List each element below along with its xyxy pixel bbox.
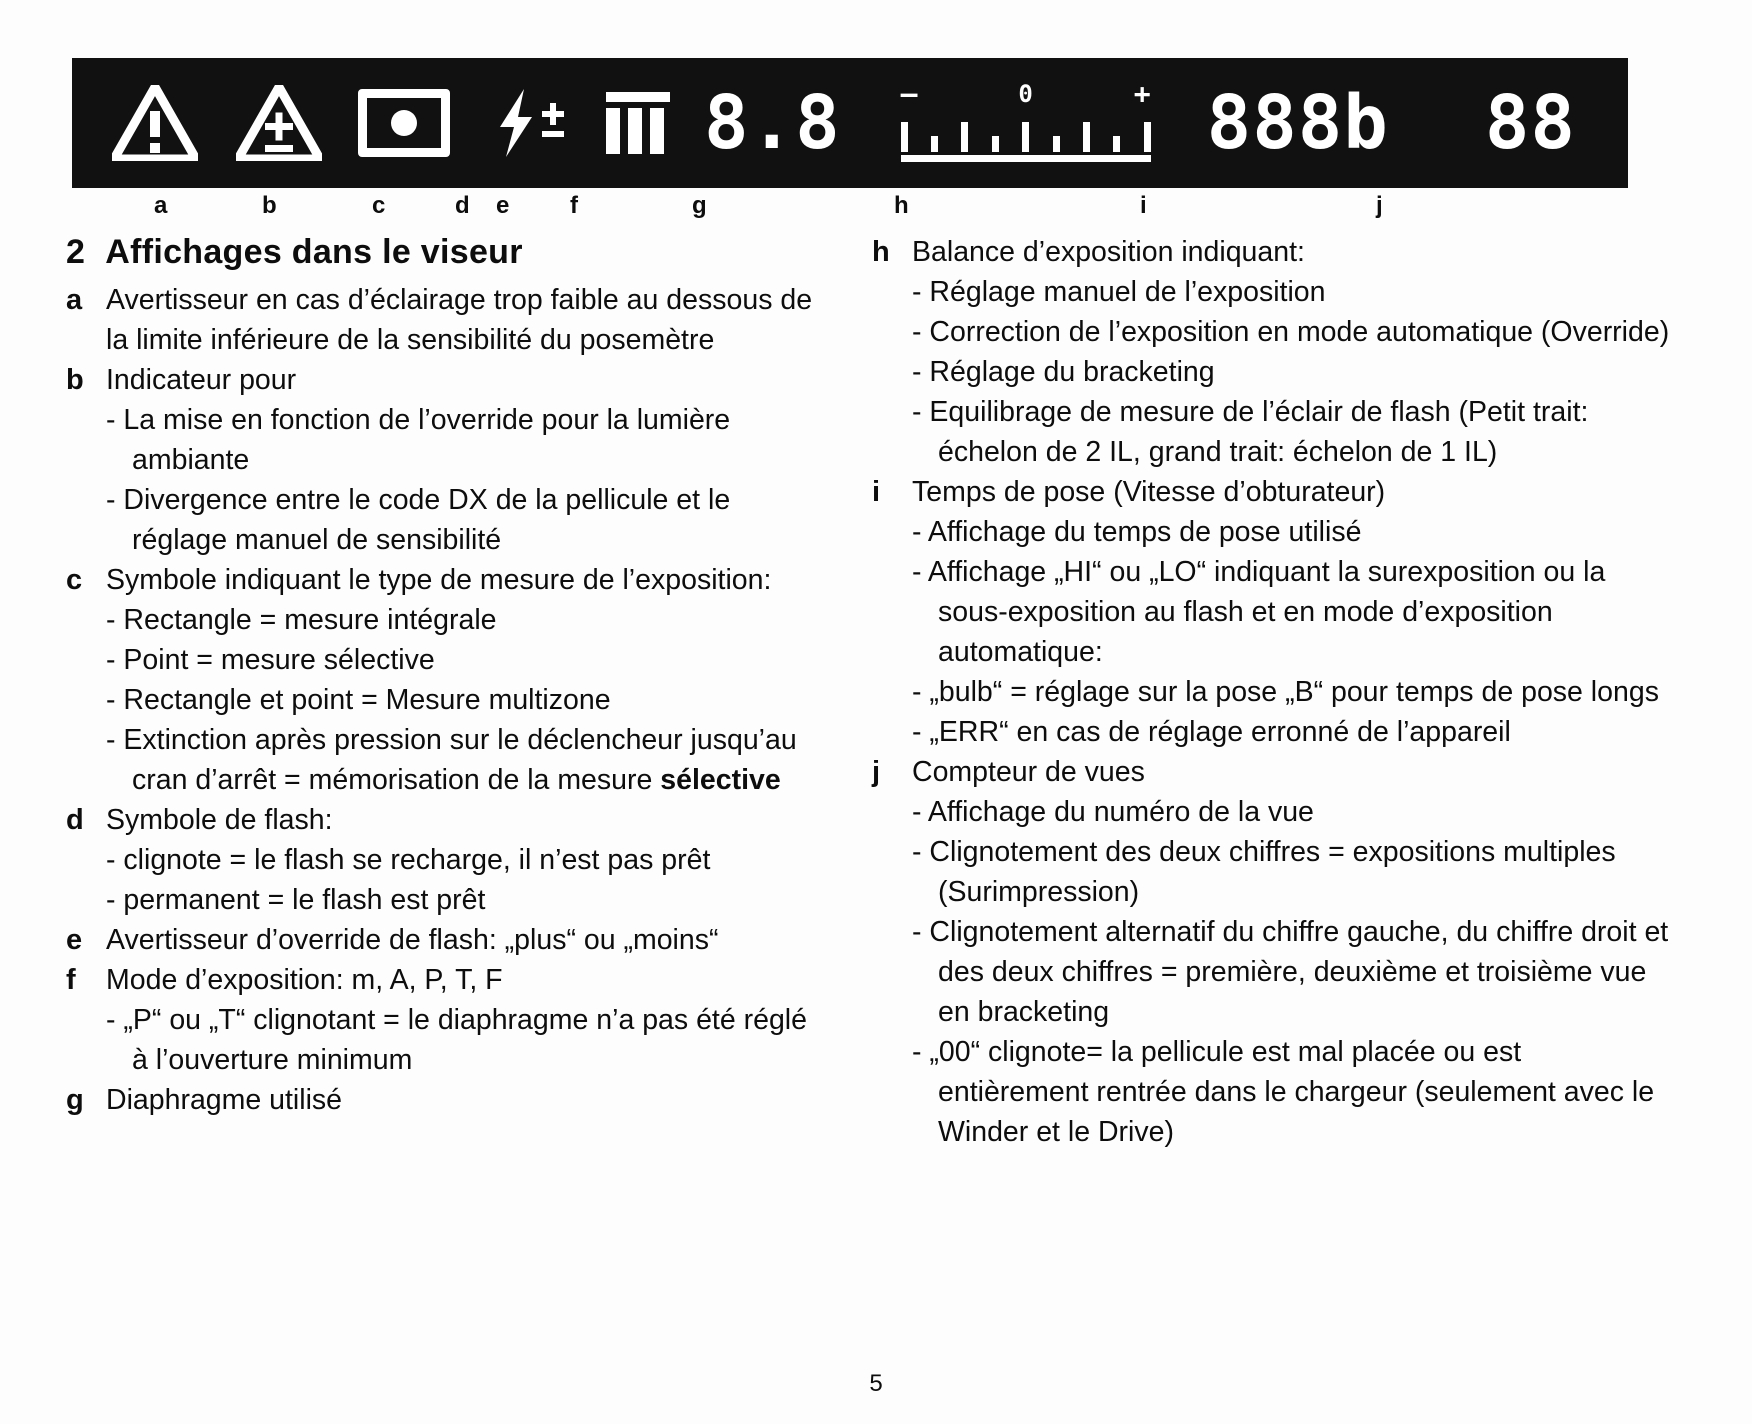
callout-letter-c: c	[372, 192, 386, 219]
entry-h-sub-1: - Réglage manuel de l’exposition	[912, 276, 1326, 308]
balance-plus-label: +	[1133, 77, 1151, 110]
entry-j-sub-1: - Affichage du numéro de la vue	[912, 796, 1314, 828]
list-item	[66, 960, 826, 1080]
metering-dot-icon	[391, 110, 417, 136]
section-number: 2	[66, 233, 86, 271]
entry-c-text: Symbole indiquant le type de mesure de l’exposition:	[106, 564, 772, 596]
entry-e-text: Avertisseur d’override de flash: „plus“ ou „moins“	[106, 924, 719, 956]
callout-letter-f: f	[570, 192, 578, 219]
shutter-speed-value: 888b	[1206, 80, 1389, 166]
callout-letter-d: d	[455, 192, 470, 219]
warning-triangle-plusminus-icon	[236, 85, 322, 161]
aperture-value: 8.8	[704, 80, 841, 166]
entry-d-text: Symbole de flash:	[106, 804, 333, 836]
balance-baseline	[901, 155, 1151, 162]
entry-f-sub-1: - „P“ ou „T“ clignotant = le diaphragme n’a pas été réglé à l’ouverture minimum	[106, 1004, 807, 1076]
page-number: 5	[869, 1370, 883, 1397]
entry-c-sub-3: - Rectangle et point = Mesure multizone	[106, 684, 611, 716]
entry-b-sub-1: - La mise en fonction de l’override pour la lumière ambiante	[106, 404, 731, 476]
callout-letter-e: e	[496, 192, 510, 219]
flash-plusminus-glyph	[540, 98, 566, 149]
entry-j-sub-3: - Clignotement alternatif du chiffre gauche, du chiffre droit et des deux chiffres = première, deuxième et troisième vue en bracketing	[912, 916, 1669, 1028]
callout-letter-b: b	[262, 192, 277, 219]
entry-key-j: j	[872, 756, 881, 788]
callout-letter-a: a	[154, 192, 168, 219]
entry-key-h: h	[872, 236, 890, 268]
entry-j-text: Compteur de vues	[912, 756, 1145, 788]
entry-h-sub-4: - Equilibrage de mesure de l’éclair de flash (Petit trait: échelon de 2 IL, grand trait: échelon de 1 IL)	[912, 396, 1589, 468]
callout-letter-i: i	[1140, 192, 1147, 219]
left-text-column	[66, 232, 826, 1120]
entry-b-text: Indicateur pour	[106, 364, 297, 396]
entry-c-sub-4	[106, 720, 826, 800]
warning-triangle-exclamation-icon	[112, 85, 198, 161]
frame-counter-value: 88	[1484, 80, 1576, 166]
callout-letters	[72, 192, 1628, 224]
entry-key-a: a	[66, 284, 83, 316]
entry-i-sub-4: - „ERR“ en cas de réglage erronné de l’appareil	[912, 716, 1511, 748]
entry-h-sub-2: - Correction de l’exposition en mode automatique (Override)	[912, 316, 1670, 348]
entry-c-sub-1: - Rectangle = mesure intégrale	[106, 604, 497, 636]
entry-c-sub-2: - Point = mesure sélective	[106, 644, 435, 676]
entry-c-sub-4-text: - Extinction après pression sur le déclencheur jusqu’au cran d’arrêt = mémorisation de la mesure	[106, 724, 797, 796]
list-item	[66, 360, 826, 560]
entry-g-text: Diaphragme utilisé	[106, 1084, 343, 1116]
right-text-column	[872, 232, 1672, 1152]
callout-letter-j: j	[1376, 192, 1383, 219]
entry-b-sub-2: - Divergence entre le code DX de la pellicule et le réglage manuel de sensibilité	[106, 484, 731, 556]
list-item	[66, 920, 826, 960]
section-title: Affichages dans le viseur	[105, 233, 523, 271]
entry-i-sub-1: - Affichage du temps de pose utilisé	[912, 516, 1362, 548]
list-item	[66, 800, 826, 920]
entry-j-sub-2: - Clignotement des deux chiffres = expositions multiples (Surimpression)	[912, 836, 1616, 908]
viewfinder-lcd-display	[72, 58, 1628, 188]
list-item	[872, 232, 1672, 472]
entry-a-text: Avertisseur en cas d’éclairage trop faible au dessous de la limite inférieure de la sensibilité du posemètre	[106, 284, 813, 356]
entry-h-sub-3: - Réglage du bracketing	[912, 356, 1215, 388]
list-item	[66, 1080, 826, 1120]
exposure-mode-icon	[600, 88, 676, 158]
entry-f-text: Mode d’exposition: m, A, P, T, F	[106, 964, 503, 996]
entry-key-b: b	[66, 364, 84, 396]
entry-d-sub-1: - clignote = le flash se recharge, il n’est pas prêt	[106, 844, 711, 876]
entry-c-sub-4-emphasis: sélective	[660, 764, 781, 796]
flash-bolt-plusminus-icon	[494, 87, 566, 159]
balance-ticks	[901, 118, 1151, 152]
entry-i-sub-3: - „bulb“ = réglage sur la pose „B“ pour temps de pose longs	[912, 676, 1659, 708]
entry-i-sub-2: - Affichage „HI“ ou „LO“ indiquant la surexposition ou la sous-exposition au flash et en mode d’exposition automatique:	[912, 556, 1606, 668]
entry-key-e: e	[66, 924, 83, 956]
entry-key-f: f	[66, 964, 76, 996]
entry-key-d: d	[66, 804, 84, 836]
entry-i-text: Temps de pose (Vitesse d’obturateur)	[912, 476, 1386, 508]
entry-key-c: c	[66, 564, 83, 596]
callout-letter-g: g	[692, 192, 707, 219]
page-title	[66, 232, 826, 272]
callout-letter-h: h	[894, 192, 909, 219]
balance-minus-label: –	[900, 77, 918, 110]
list-item	[872, 752, 1672, 1152]
entry-d-sub-2: - permanent = le flash est prêt	[106, 884, 486, 916]
metering-rectangle-dot-icon	[358, 89, 450, 157]
list-item	[872, 472, 1672, 752]
balance-zero-label: 0	[1018, 80, 1033, 108]
list-item	[66, 560, 826, 800]
list-item	[66, 280, 826, 360]
exposure-balance-scale	[900, 77, 1151, 166]
entry-key-i: i	[872, 476, 881, 508]
entry-h-text: Balance d’exposition indiquant:	[912, 236, 1305, 268]
entry-key-g: g	[66, 1084, 84, 1116]
entry-j-sub-4: - „00“ clignote= la pellicule est mal placée ou est entièrement rentrée dans le chargeur (seulement avec le Winder et le Drive)	[912, 1036, 1655, 1148]
